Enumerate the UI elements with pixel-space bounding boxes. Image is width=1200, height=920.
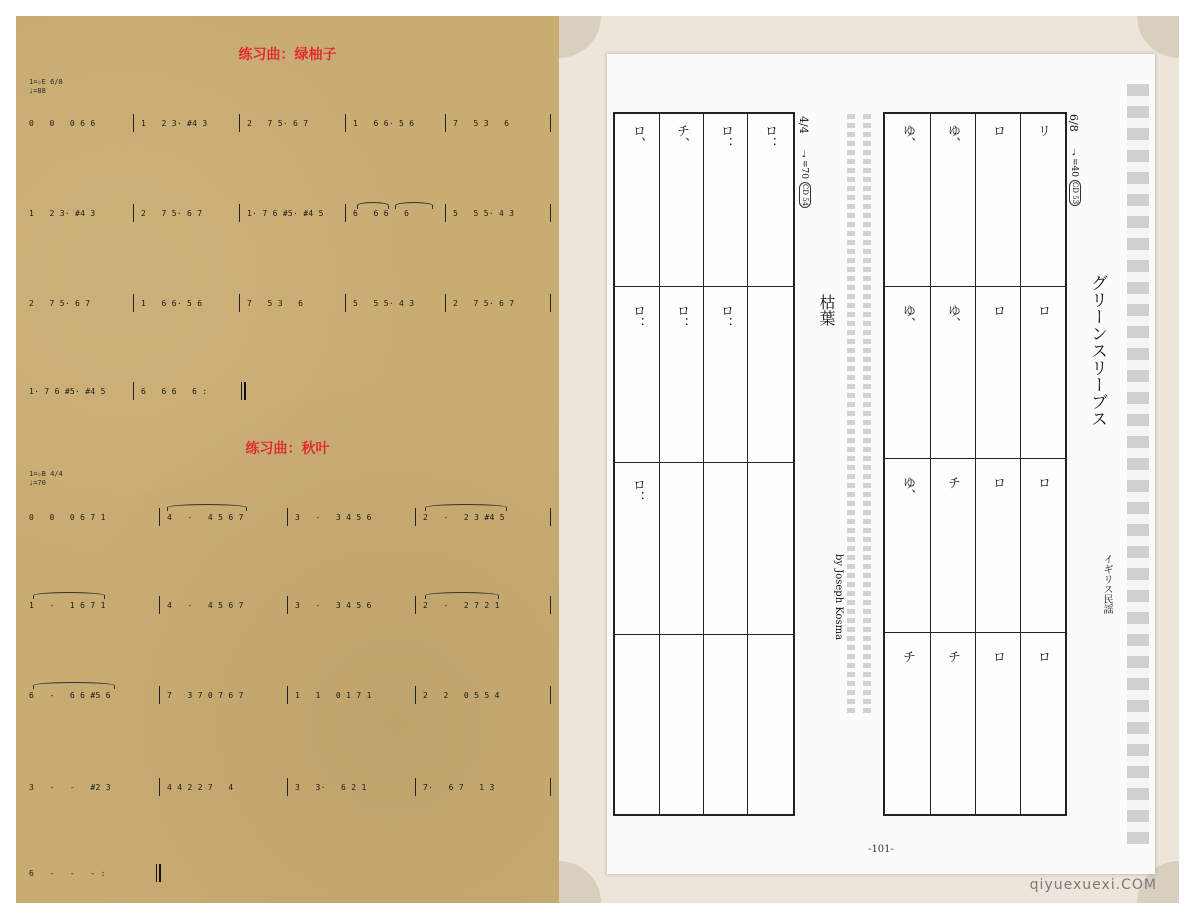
score-grid-left [613,112,795,816]
piece2-key [29,470,63,488]
measure: 6 - 6 6 #5 6 [29,691,111,700]
measure: 5 5 5· 4 3 [453,209,515,218]
barline [239,114,240,132]
barline [550,778,551,796]
notation-glyph: ロ [990,476,1005,489]
measure: 4 - 4 5 6 7 [167,513,244,522]
tie-arc [425,504,507,511]
adjacent-page-edge [1127,84,1149,844]
measure: 7· 6 7 1 3 [423,783,495,792]
tie-arc [33,682,115,689]
right-song-title: グリーンスリーブス [1087,274,1107,427]
grid-column-line [659,114,660,814]
measure: 2 - 2 3 #4 5 [423,513,505,522]
measure: 3 3· 6 2 1 [295,783,367,792]
measure: 2 7 5· 6 7 [247,119,309,128]
piece1-row-2 [29,204,551,228]
notation-glyph: ゆ、 [945,124,960,150]
barline [133,114,134,132]
measure: 1 2 3· #4 3 [29,209,96,218]
notation-glyph: ロ [1035,476,1050,489]
notation-glyph: ロ： [762,124,777,150]
measure: 3 - 3 4 5 6 [295,601,372,610]
barline [445,294,446,312]
grid-row-line [615,634,793,635]
barline [415,596,416,614]
measure: 6 - - - : [29,869,106,878]
barline [239,204,240,222]
left-song-title: 枯葉 [817,294,836,326]
left-song-cd-badge: CD 54 [801,184,809,207]
notation-glyph: ロ [990,124,1005,137]
piece1-title: 练习曲：绿柚子 [238,47,337,63]
measure: 5 5 5· 4 3 [353,299,415,308]
piece2-title: 练习曲：秋叶 [245,441,330,457]
grid-column-line [1020,114,1021,814]
notation-glyph: ロ、 [630,124,645,150]
barline [287,596,288,614]
measure: 7 3 7 0 7 6 7 [167,691,244,700]
measure: 1· 7 6 #5· #4 5 [29,387,106,396]
barline [287,686,288,704]
photo-corner [559,16,601,58]
barline [415,778,416,796]
barline [133,294,134,312]
photo-corner [559,861,601,903]
tie-arc [357,202,389,209]
measure: 7 5 3 6 [453,119,510,128]
watermark: qiyuexuexi.COM [1029,877,1157,893]
photo-corner [1137,16,1179,58]
notation-glyph: ロ： [674,304,689,330]
tie-arc [33,592,105,599]
measure: 2 7 5· 6 7 [453,299,515,308]
piece1-key-text: 1=♭E [29,78,46,86]
barline [345,294,346,312]
barline [133,382,134,400]
tie-arc [425,592,499,599]
measure: 1 6 6· 5 6 [141,299,203,308]
barline [159,596,160,614]
measure: 4 4 2 2 7 4 [167,783,234,792]
measure: 2 - 2 7 2 1 [423,601,500,610]
tie-arc [395,202,433,209]
grid-row-line [615,462,793,463]
measure: 2 2 0 5 5 4 [423,691,500,700]
measure: 1· 7 6 #5· #4 5 [247,209,324,218]
barline [159,508,160,526]
notation-glyph: チ [945,650,960,663]
piece1-row-1 [29,114,551,138]
piece2-row-5 [29,864,551,888]
piece1-key [29,78,63,96]
notation-glyph: ロ： [630,478,645,504]
right-song-tempo: ♩=40 [1069,148,1079,177]
final-barline-thick [159,864,161,882]
measure: 6 6 6 6 [353,209,410,218]
barline [415,508,416,526]
barline [239,294,240,312]
piece2-row-4 [29,778,551,802]
right-song-time: 6/8 [1067,114,1080,132]
left-song-author: by Joseph Kosma [833,554,844,641]
piece2-time-text: 4/4 [50,470,63,478]
barline [345,204,346,222]
barline [550,114,551,132]
notation-glyph: ロ [990,650,1005,663]
piece2-row-2 [29,596,551,620]
left-song-tempo: ♩=70 [799,150,809,179]
measure: 3 - 3 4 5 6 [295,513,372,522]
right-song-origin: イギリス民謡 [1101,554,1112,614]
barline [550,294,551,312]
barline [287,778,288,796]
notation-glyph: ロ： [630,304,645,330]
final-barline-thin [241,382,242,400]
measure: 3 - - #2 3 [29,783,111,792]
piece2-row-1 [29,508,551,532]
piece1-time-text: 6/8 [50,78,63,86]
measure: 1 6 6· 5 6 [353,119,415,128]
final-barline-thick [244,382,246,400]
grid-column-line [703,114,704,814]
barline [159,778,160,796]
barline [415,686,416,704]
notation-glyph: ロ [1035,650,1050,663]
piece1-row-3 [29,294,551,318]
measure: 1 1 0 1 7 1 [295,691,372,700]
right-song-cd-badge: CD 53 [1071,182,1079,205]
notation-glyph: チ、 [674,124,689,150]
barline [445,204,446,222]
piece2-key-text: 1=♭B [29,470,46,478]
score-grid-right [883,112,1067,816]
faint-background-text [863,114,871,714]
notation-glyph: チ [900,650,915,663]
grid-row-line [885,458,1065,459]
barline [133,204,134,222]
barline [287,508,288,526]
grid-row-line [885,632,1065,633]
barline [550,596,551,614]
measure: 0 0 0 6 6 [29,119,96,128]
notation-glyph: ロ [990,304,1005,317]
piece1-row-4 [29,382,551,406]
measure: 2 7 5· 6 7 [141,209,203,218]
measure: 7 5 3 6 [247,299,304,308]
grid-column-line [975,114,976,814]
barline [345,114,346,132]
notation-glyph: リ [1035,124,1050,137]
measure: 1 - 1 6 7 1 [29,601,106,610]
grid-row-line [615,286,793,287]
page-number: -101- [868,844,894,855]
measure: 2 7 5· 6 7 [29,299,91,308]
barline [159,686,160,704]
grid-row-line [885,286,1065,287]
notation-glyph: ゆ、 [900,476,915,502]
measure: 1 2 3· #4 3 [141,119,208,128]
notation-glyph: ロ： [718,124,733,150]
piece2-row-3 [29,686,551,710]
piece2-tempo-text: ♩=70 [29,479,46,487]
barline [550,686,551,704]
notation-glyph: ロ： [718,304,733,330]
notation-glyph: ゆ、 [900,304,915,330]
final-barline-thin [156,864,157,882]
right-scan-panel [559,16,1179,903]
grid-column-line [747,114,748,814]
notation-glyph: チ [945,476,960,489]
measure: 6 6 6 6 : [141,387,208,396]
barline [550,204,551,222]
measure: 0 0 0 6 7 1 [29,513,106,522]
scanned-page [607,54,1155,874]
faint-background-text [847,114,855,714]
barline [550,508,551,526]
tie-arc [167,504,247,511]
left-score-panel [16,16,559,903]
notation-glyph: ゆ、 [945,304,960,330]
piece1-tempo-text: ♩=88 [29,87,46,95]
grid-column-line [930,114,931,814]
notation-glyph: ゆ、 [900,124,915,150]
barline [445,114,446,132]
measure: 4 - 4 5 6 7 [167,601,244,610]
notation-glyph: ロ [1035,304,1050,317]
left-song-time: 4/4 [797,116,810,134]
